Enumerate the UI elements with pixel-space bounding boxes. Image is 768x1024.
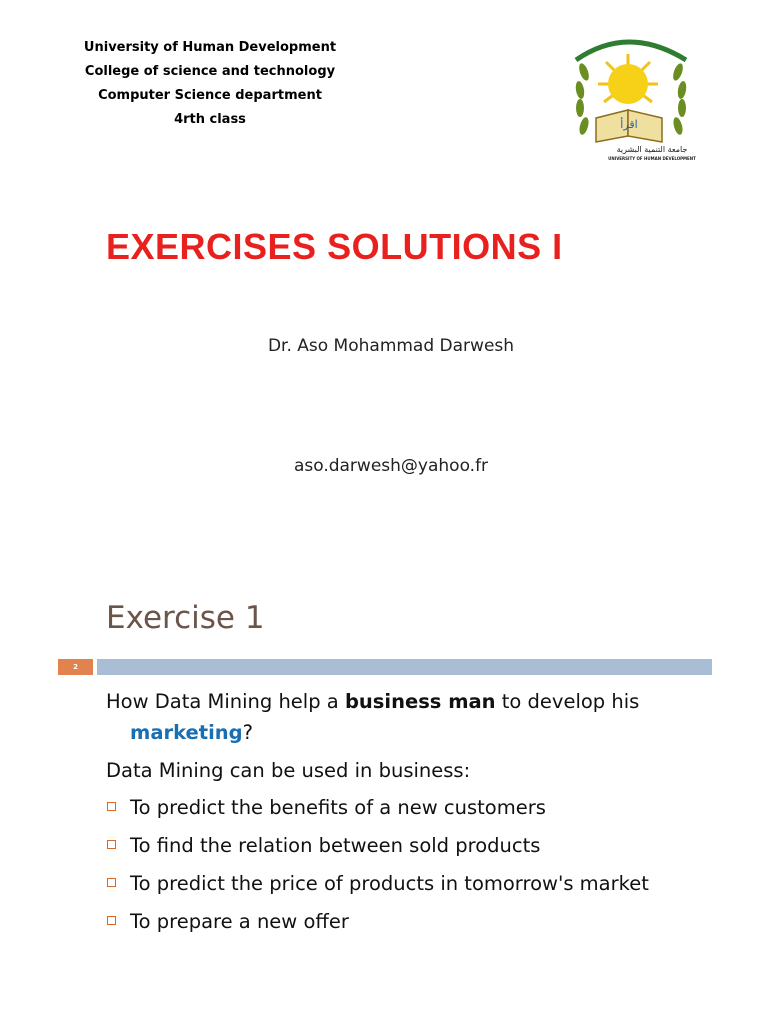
author-email: aso.darwesh@yahoo.fr [293, 456, 489, 476]
svg-text:اقرأ: اقرأ [620, 118, 638, 131]
list-item [106, 792, 716, 823]
square-bullet-icon [107, 878, 116, 887]
university-logo-icon [566, 32, 706, 162]
author-name: Dr. Aso Mohammad Darwesh [267, 336, 515, 356]
university-name: University of Human Development [83, 40, 337, 55]
list-item [106, 906, 716, 937]
slide-divider-bar [97, 659, 712, 675]
slide-content [106, 686, 716, 944]
question-text-cont: to develop his [495, 690, 640, 713]
question-line-2 [106, 717, 716, 748]
square-bullet-icon [107, 840, 116, 849]
svg-text:UNIVERSITY OF HUMAN DEVELOPMEN: UNIVERSITY OF HUMAN DEVELOPMENT [608, 156, 696, 161]
department-name: Computer Science department [98, 88, 322, 103]
question-text: How Data Mining help a [106, 690, 345, 713]
square-bullet-icon [107, 916, 116, 925]
question-emphasis: business man [344, 690, 496, 713]
question [106, 686, 716, 717]
list-item-text: To predict the benefits of a new customers [130, 796, 546, 819]
institution-header [60, 36, 360, 132]
document-title: EXERCISES SOLUTIONS I [106, 226, 563, 267]
list-item [106, 868, 716, 899]
slide-title: Exercise 1 [106, 600, 265, 636]
answer-list [106, 792, 716, 937]
list-item-text: To prepare a new offer [130, 910, 349, 933]
question-end: ? [242, 721, 253, 744]
list-item [106, 830, 716, 861]
square-bullet-icon [107, 802, 116, 811]
svg-text:جامعة التنمية البشرية: جامعة التنمية البشرية [616, 145, 688, 154]
question-keyword: marketing [130, 721, 243, 744]
answer-intro: Data Mining can be used in business: [106, 759, 471, 782]
class-label: 4rth class [174, 112, 246, 127]
college-name: College of science and technology [84, 64, 336, 79]
list-item-text: To find the relation between sold products [130, 834, 541, 857]
list-item-text: To predict the price of products in tomorrow's market [130, 872, 649, 895]
slide-number: 2 [58, 659, 93, 675]
